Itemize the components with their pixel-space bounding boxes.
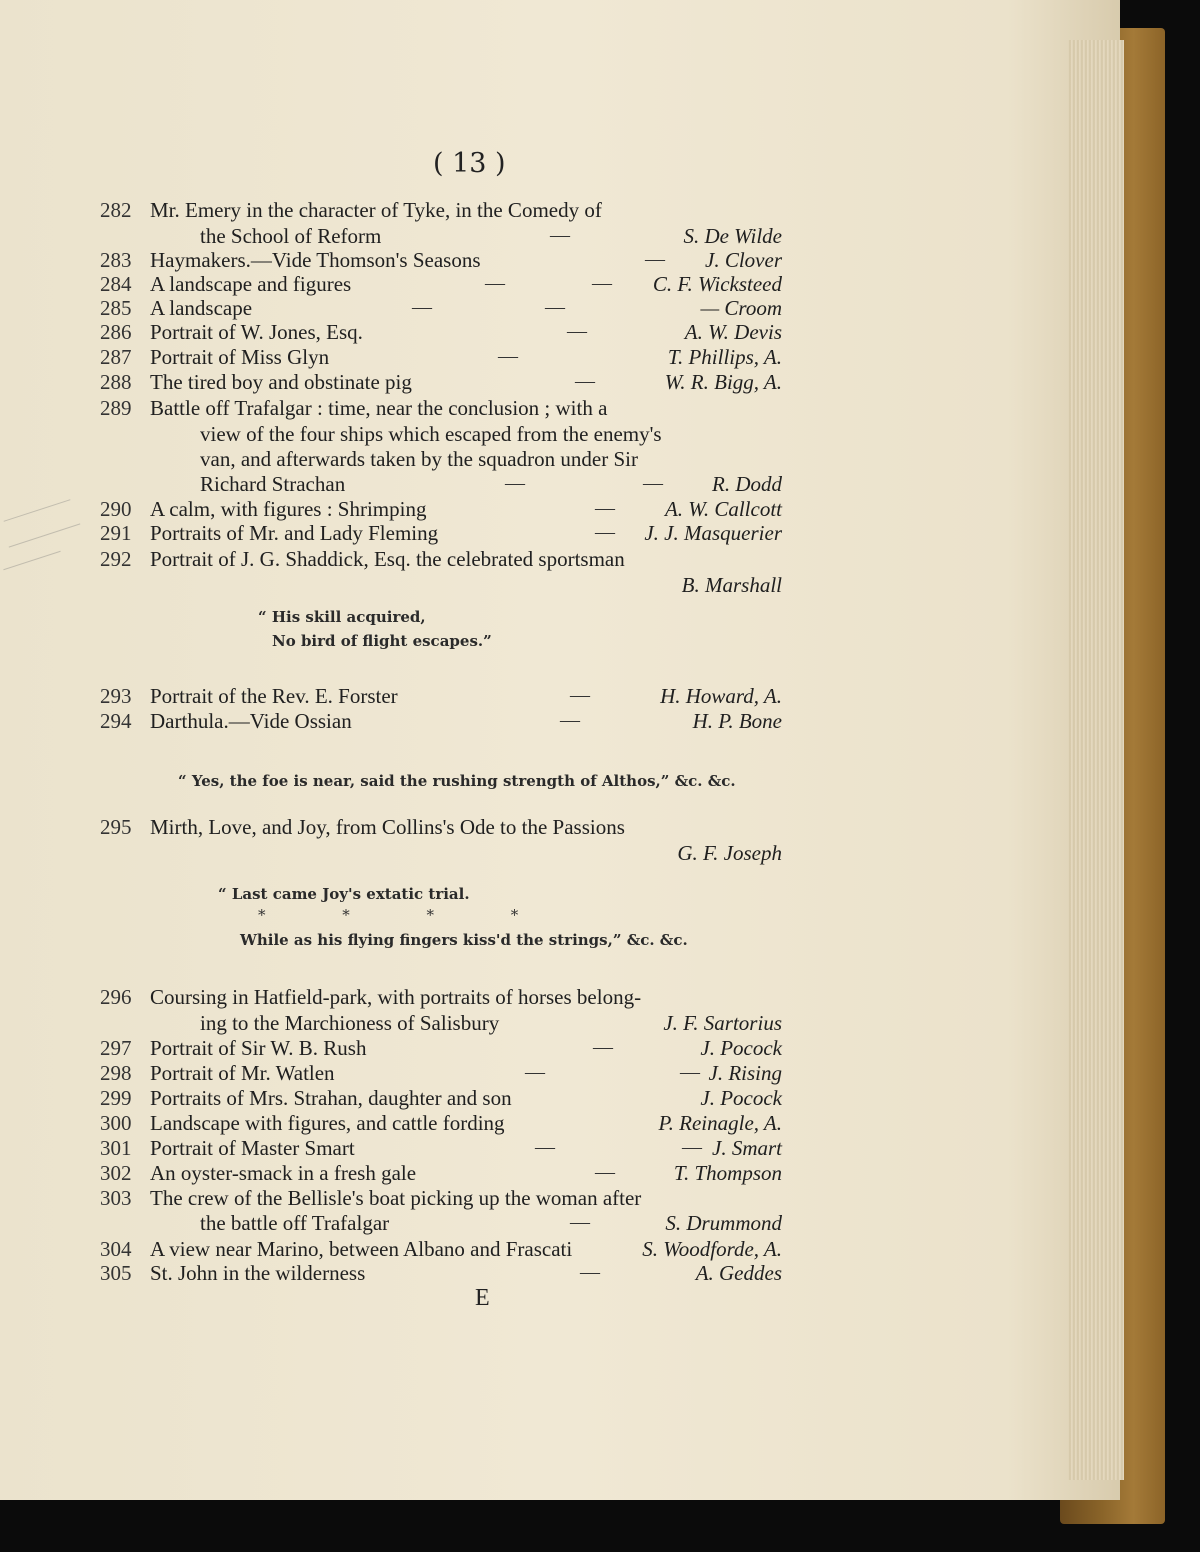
- entry-artist: — Croom: [700, 296, 782, 320]
- leader-dash: —: [580, 1261, 600, 1283]
- entry-artist: P. Reinagle, A.: [658, 1111, 782, 1135]
- page-edges: [1068, 40, 1124, 1480]
- leader-dash: —: [595, 497, 615, 519]
- entry-title: Portrait of Master Smart: [150, 1136, 355, 1160]
- entry-number: 300: [100, 1111, 132, 1135]
- entry-artist: J. F. Sartorius: [663, 1011, 782, 1035]
- leader-dash: —: [412, 296, 432, 318]
- entry-number: 287: [100, 345, 132, 369]
- entry-artist: A. W. Devis: [684, 320, 782, 344]
- entry-title-cont: van, and afterwards taken by the squadron under Sir: [200, 447, 638, 471]
- entry-artist: T. Phillips, A.: [667, 345, 782, 369]
- leader-dash: —: [575, 370, 595, 392]
- leader-dash: —: [505, 472, 525, 494]
- entry-number: 293: [100, 684, 132, 708]
- entry-title: Portrait of Miss Glyn: [150, 345, 330, 369]
- leader-dash: —: [570, 1211, 590, 1233]
- entry-title-cont: Richard Strachan: [200, 472, 346, 496]
- leader-dash: —: [570, 684, 590, 706]
- entry-title: Darthula.—Vide Ossian: [150, 709, 352, 733]
- leader-dash: —: [550, 224, 570, 246]
- signature-mark: E: [475, 1285, 490, 1311]
- entry-number: 283: [100, 248, 132, 272]
- entry-number: 302: [100, 1161, 132, 1185]
- leader-dash: —: [593, 1036, 613, 1058]
- entry-title: Portrait of Sir W. B. Rush: [150, 1036, 367, 1060]
- entry-artist: S. Drummond: [665, 1211, 782, 1235]
- entry-artist: J. Clover: [705, 248, 782, 272]
- entry-title: A landscape and figures: [150, 272, 352, 296]
- entry-artist: J. J. Masquerier: [644, 521, 782, 545]
- entry-artist: W. R. Bigg, A.: [664, 370, 782, 394]
- entry-number: 295: [100, 815, 132, 839]
- entry-number: 299: [100, 1086, 132, 1110]
- entry-artist: J. Rising: [708, 1061, 782, 1085]
- leader-dash: —: [592, 272, 612, 294]
- verse-quote: “ Last came Joy's extatic trial.: [218, 885, 470, 903]
- entry-number: 291: [100, 521, 132, 545]
- entry-number: 282: [100, 198, 132, 222]
- entry-title: St. John in the wilderness: [150, 1261, 366, 1285]
- entry-artist: J. Pocock: [700, 1086, 782, 1110]
- entry-title-cont: ing to the Marchioness of Salisbury: [200, 1011, 500, 1035]
- entry-number: 296: [100, 985, 132, 1009]
- entry-title: Battle off Trafalgar : time, near the conclusion ; with a: [150, 396, 608, 420]
- entry-number: 297: [100, 1036, 132, 1060]
- entry-title: A view near Marino, between Albano and Frascati: [150, 1237, 573, 1261]
- entry-number: 301: [100, 1136, 132, 1160]
- entry-number: 289: [100, 396, 132, 420]
- entry-artist: S. De Wilde: [683, 224, 782, 248]
- entry-title: Portrait of Mr. Watlen: [150, 1061, 335, 1085]
- entry-artist: A. Geddes: [695, 1261, 782, 1285]
- verse-quote: “ His skill acquired,: [258, 608, 426, 626]
- entry-number: 303: [100, 1186, 132, 1210]
- entry-title: Mirth, Love, and Joy, from Collins's Ode to the Passions: [150, 815, 625, 839]
- entry-number: 284: [100, 272, 132, 296]
- entry-artist: S. Woodforde, A.: [642, 1237, 782, 1261]
- margin-handwriting: [2, 490, 82, 590]
- entry-title-cont: view of the four ships which escaped from the enemy's: [200, 422, 662, 446]
- entry-title: A landscape: [150, 296, 253, 320]
- leader-dash: —: [485, 272, 505, 294]
- entry-artist: J. Smart: [712, 1136, 782, 1160]
- verse-ellipsis: * * * *: [258, 906, 555, 924]
- entry-title: Portrait of J. G. Shaddick, Esq. the celebrated sportsman: [150, 547, 625, 571]
- entry-artist: R. Dodd: [712, 472, 782, 496]
- entry-title-cont: the School of Reform: [200, 224, 382, 248]
- entry-artist: J. Pocock: [700, 1036, 782, 1060]
- entry-title: Portrait of W. Jones, Esq.: [150, 320, 363, 344]
- entry-title: Mr. Emery in the character of Tyke, in the Comedy of: [150, 198, 602, 222]
- leader-dash: —: [560, 709, 580, 731]
- entry-artist: A. W. Callcott: [664, 497, 782, 521]
- leader-dash: —: [535, 1136, 555, 1158]
- leader-dash: —: [643, 472, 663, 494]
- entry-number: 305: [100, 1261, 132, 1285]
- leader-dash: —: [525, 1061, 545, 1083]
- entry-title: Portraits of Mr. and Lady Fleming: [150, 521, 439, 545]
- leader-dash: —: [595, 521, 615, 543]
- entry-title: A calm, with figures : Shrimping: [150, 497, 427, 521]
- entry-number: 285: [100, 296, 132, 320]
- entry-artist: G. F. Joseph: [677, 841, 782, 865]
- leader-dash: —: [545, 296, 565, 318]
- entry-title: Portrait of the Rev. E. Forster: [150, 684, 398, 708]
- entry-artist: T. Thompson: [673, 1161, 782, 1185]
- entry-artist: H. P. Bone: [692, 709, 782, 733]
- leader-dash: —: [682, 1136, 702, 1158]
- entry-number: 304: [100, 1237, 132, 1261]
- page-number: ( 13 ): [433, 148, 506, 179]
- leader-dash: —: [680, 1061, 700, 1083]
- entry-title: The tired boy and obstinate pig: [150, 370, 412, 394]
- entry-artist: C. F. Wicksteed: [652, 272, 782, 296]
- entry-number: 298: [100, 1061, 132, 1085]
- entry-title: Landscape with figures, and cattle fording: [150, 1111, 505, 1135]
- entry-number: 290: [100, 497, 132, 521]
- entry-number: 288: [100, 370, 132, 394]
- entry-number: 286: [100, 320, 132, 344]
- entry-artist: B. Marshall: [681, 573, 782, 597]
- entry-title: Portraits of Mrs. Strahan, daughter and son: [150, 1086, 512, 1110]
- entry-artist: H. Howard, A.: [660, 684, 782, 708]
- entry-title: Coursing in Hatfield-park, with portraits of horses belong-: [150, 985, 642, 1009]
- leader-dash: —: [498, 345, 518, 367]
- leader-dash: —: [595, 1161, 615, 1183]
- entry-title: The crew of the Bellisle's boat picking up the woman after: [150, 1186, 642, 1210]
- entry-title: An oyster-smack in a fresh gale: [150, 1161, 417, 1185]
- leader-dash: —: [645, 248, 665, 270]
- verse-quote: No bird of flight escapes.”: [272, 632, 492, 650]
- verse-quote: “ Yes, the foe is near, said the rushing strength of Althos,” &c. &c.: [178, 772, 736, 790]
- entry-title: Haymakers.—Vide Thomson's Seasons: [150, 248, 481, 272]
- verse-quote: While as his flying fingers kiss'd the strings,” &c. &c.: [240, 931, 688, 949]
- entry-number: 292: [100, 547, 132, 571]
- leader-dash: —: [567, 320, 587, 342]
- entry-title-cont: the battle off Trafalgar: [200, 1211, 390, 1235]
- entry-number: 294: [100, 709, 132, 733]
